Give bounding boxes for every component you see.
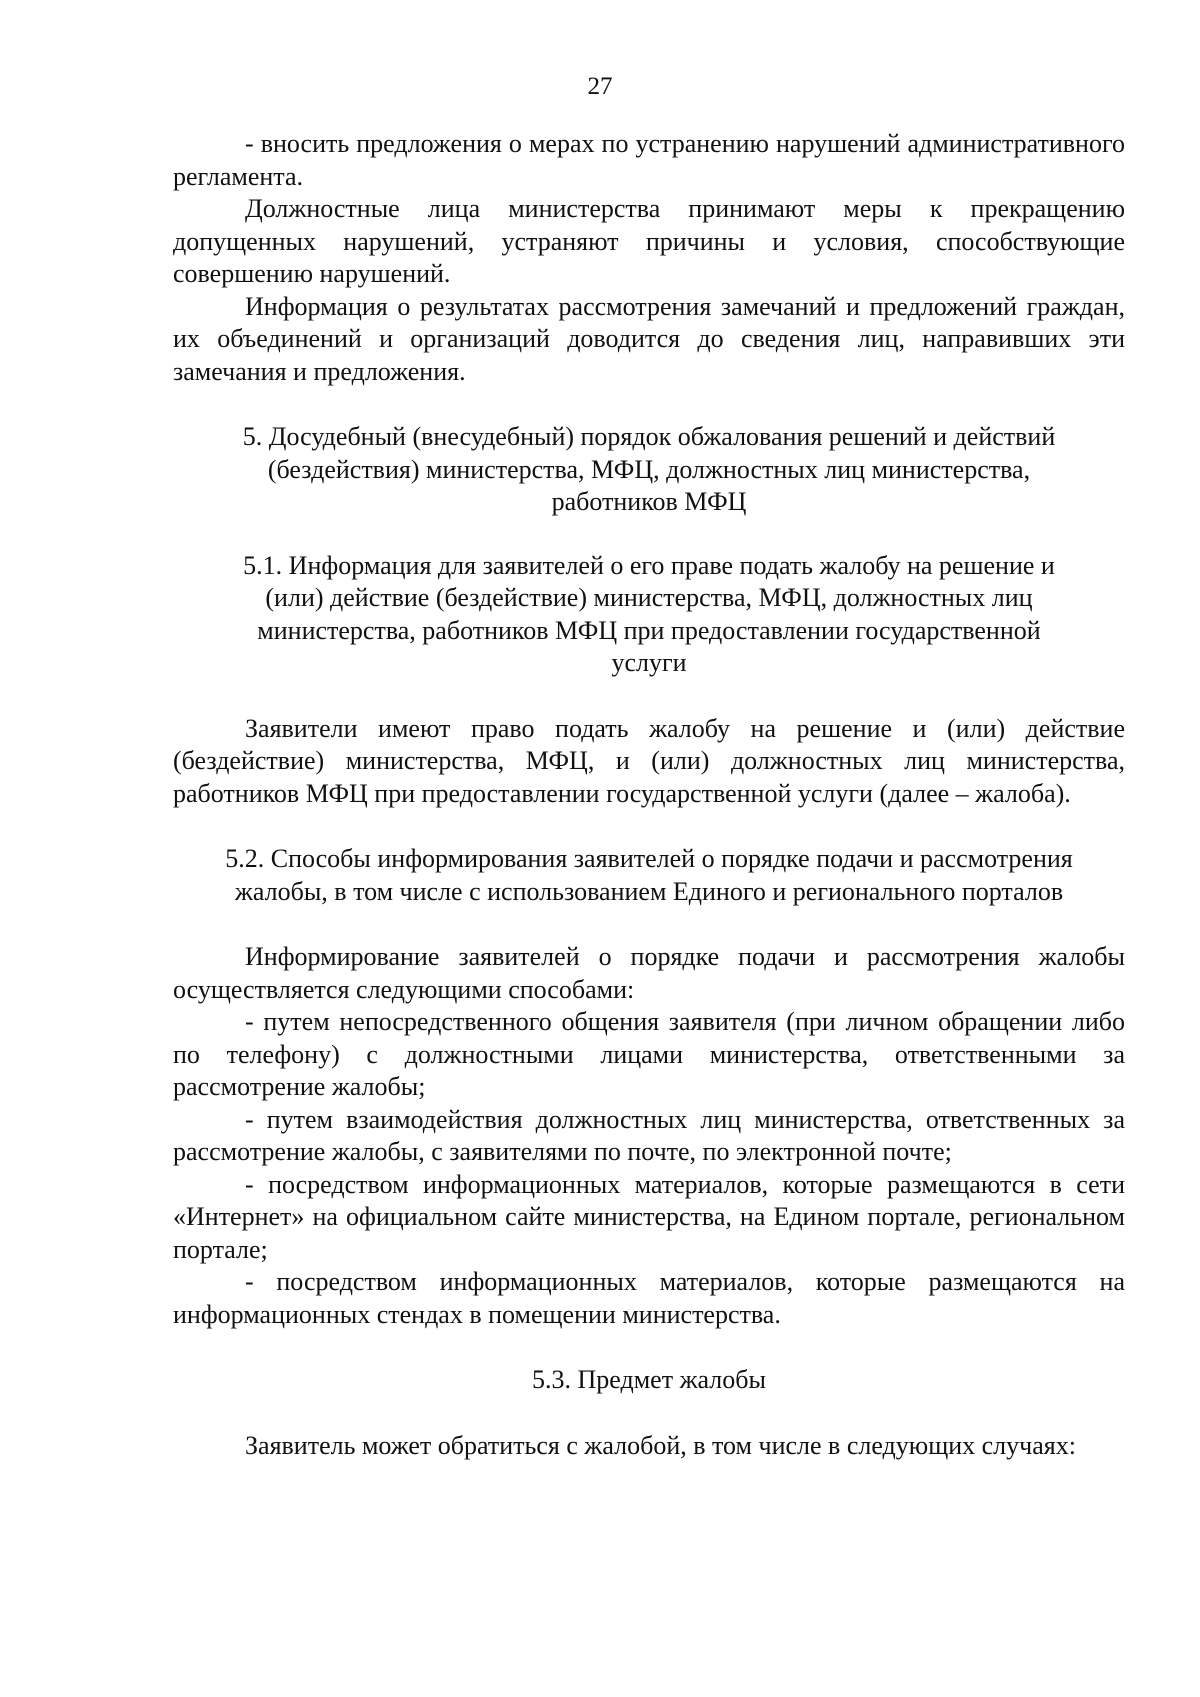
spacer [173,1397,1125,1430]
spacer [173,388,1125,421]
section-5-heading [173,421,1125,519]
section-5-3-heading: 5.3. Предмет жалобы [532,1365,766,1394]
section-5-2-heading [173,843,1125,908]
list-item-internet-materials: - посредством информационных материалов, которые размещаются в сети «Интернет» на официальном сайте министерства, на Едином портале, региональном портале; [173,1169,1125,1264]
list-item-stand-materials: - посредством информационных материалов, которые размещаются на информационных стендах в помещении министерства. [173,1267,1125,1329]
section-5-1-heading-line: (или) действие (бездействие) министерства, МФЦ, должностных лиц [265,583,1033,612]
paragraph-complaint-cases: Заявитель может обратиться с жалобой, в том числе в следующих случаях: [245,1430,1076,1460]
spacer [173,1331,1125,1364]
paragraph-results-info: Информация о результатах рассмотрения замечаний и предложений граждан, их объединений и организаций доводится до сведения лиц, направивших эти замечания и предложения. [173,291,1125,386]
spacer [173,519,1125,550]
list-item-mail-interaction: - путем взаимодействия должностных лиц министерства, ответственных за рассмотрение жалобы, с заявителями по почте, по электронной почте; [173,1104,1125,1166]
section-5-2-heading-line: жалобы, в том числе с использованием Единого и регионального порталов [234,876,1064,906]
paragraph-proposals: - вносить предложения о мерах по устранению нарушений административного регламента. [173,129,1125,191]
spacer [173,680,1125,713]
spacer [173,908,1125,941]
list-item-direct-communication: - путем непосредственного общения заявителя (при личном обращении либо по телефону) с должностными лицами министерства, ответственными за рассмотрение жалобы; [173,1007,1125,1101]
section-5-1-heading-line: 5.1. Информация для заявителей о его праве подать жалобу на решение и [243,550,1055,580]
page-content [173,128,1125,1462]
paragraph-complaint-right: Заявители имеют право подать жалобу на решение и (или) действие (бездействие) министерства, МФЦ, и (или) должностных лиц министерства, работников МФЦ при предоставлении государственной услуги (далее – жалоба). [173,713,1125,808]
section-5-1-heading-line: министерства, работников МФЦ при предоставлении государственной [257,615,1041,645]
section-5-heading-line: 5. Досудебный (внесудебный) порядок обжалования решений и действий [242,422,1056,451]
section-5-1-heading [173,550,1125,680]
spacer [173,810,1125,843]
page-number: 27 [587,73,613,100]
section-5-2-heading-line: 5.2. Способы информирования заявителей о порядке подачи и рассмотрения [225,844,1073,873]
section-5-heading-line: (бездействия) министерства, МФЦ, должностных лиц министерства, [267,454,1031,484]
section-5-1-heading-line: услуги [611,648,687,677]
section-5-heading-line: работников МФЦ [551,487,747,516]
paragraph-informing-methods: Информирование заявителей о порядке подачи и рассмотрения жалобы осуществляется следующими способами: [173,942,1125,1004]
paragraph-officials-measures: Должностные лица министерства принимают меры к прекращению допущенных нарушений, устраняют причины и условия, способствующие совершению нарушений. [173,194,1125,288]
